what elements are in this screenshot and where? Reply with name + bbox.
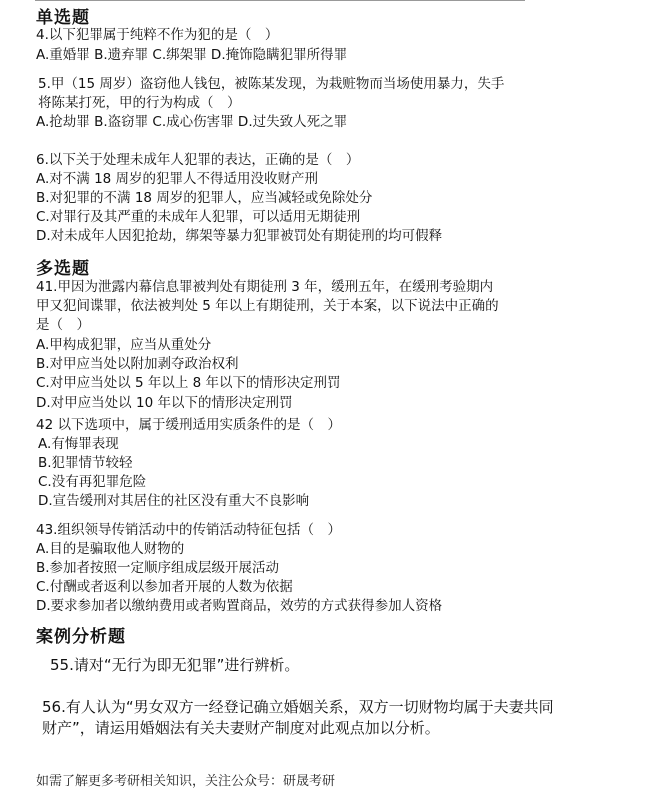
q56-line1: 56.有人认为“男女双方一经登记确立婚姻关系，双方一切财物均属于夫妻共同 [42,698,554,716]
section-multi-choice: 多选题 [36,259,90,279]
q41-option-d: D.对甲应当处以 10 年以下的情形决定刑罚 [36,395,293,411]
q41-option-c: C.对甲应当处以 5 年以上 8 年以下的情形决定刑罚 [36,375,341,391]
q42-stem: 42 以下选项中，属于缓刑适用实质条件的是（ ） [36,417,341,433]
q41-option-a: A.甲构成犯罪，应当从重处分 [36,337,212,353]
q41-line2: 甲又犯间谍罪，依法被判处 5 年以上有期徒刑，关于本案，以下说法中正确的 [36,298,499,314]
q6-stem: 6.以下关于处理未成年人犯罪的表达，正确的是（ ） [36,152,360,168]
section-case-analysis: 案例分析题 [36,627,126,647]
q56-line2: 财产”，请运用婚姻法有关夫妻财产制度对此观点加以分析。 [42,719,440,737]
q6-option-a: A.对不满 18 周岁的犯罪人不得适用没收财产刑 [36,171,319,187]
top-rule [35,0,525,1]
q43-option-d: D.要求参加者以缴纳费用或者购置商品，效劳的方式获得参加人资格 [36,598,443,614]
section-single-choice: 单选题 [36,8,90,28]
q43-stem: 43.组织领导传销活动中的传销活动特征包括（ ） [36,522,341,538]
q4-stem: 4.以下犯罪属于纯粹不作为犯的是（ ） [36,27,279,43]
q42-option-c: C.没有再犯罪危险 [38,474,147,490]
q43-option-a: A.目的是骗取他人财物的 [36,541,185,557]
q6-option-b: B.对犯罪的不满 18 周岁的犯罪人，应当减轻或免除处分 [36,190,373,206]
footer-note: 如需了解更多考研相关知识，关注公众号：研晟考研 [36,774,336,789]
q42-option-d: D.宣告缓刑对其居住的社区没有重大不良影响 [38,493,310,509]
q5-line2: 将陈某打死，甲的行为构成（ ） [38,95,241,111]
q6-option-c: C.对罪行及其严重的未成年人犯罪，可以适用无期徒刑 [36,209,361,225]
q5-options: A.抢劫罪 B.盗窃罪 C.成心伤害罪 D.过失致人死之罪 [36,114,348,130]
q41-option-b: B.对甲应当处以附加剥夺政治权利 [36,356,239,372]
q43-option-b: B.参加者按照一定顺序组成层级开展活动 [36,560,280,576]
q42-option-b: B.犯罪情节较轻 [38,455,133,471]
q42-option-a: A.有悔罪表现 [38,436,119,452]
q41-line1: 41.甲因为泄露内幕信息罪被判处有期徒刑 3 年，缓刑五年，在缓刑考验期内 [36,279,494,295]
q41-line3: 是（ ） [36,317,90,333]
q55-stem: 55.请对“无行为即无犯罪”进行辨析。 [50,656,300,674]
q6-option-d: D.对未成年人因犯抢劫，绑架等暴力犯罪被罚处有期徒刑的均可假释 [36,228,443,244]
q5-line1: 5.甲（15 周岁）盗窃他人钱包，被陈某发现，为栽赃物而当场使用暴力，失手 [38,76,505,92]
q4-options: A.重婚罪 B.遗弃罪 C.绑架罪 D.掩饰隐瞒犯罪所得罪 [36,47,348,63]
q43-option-c: C.付酬或者返利以参加者开展的人数为依据 [36,579,293,595]
